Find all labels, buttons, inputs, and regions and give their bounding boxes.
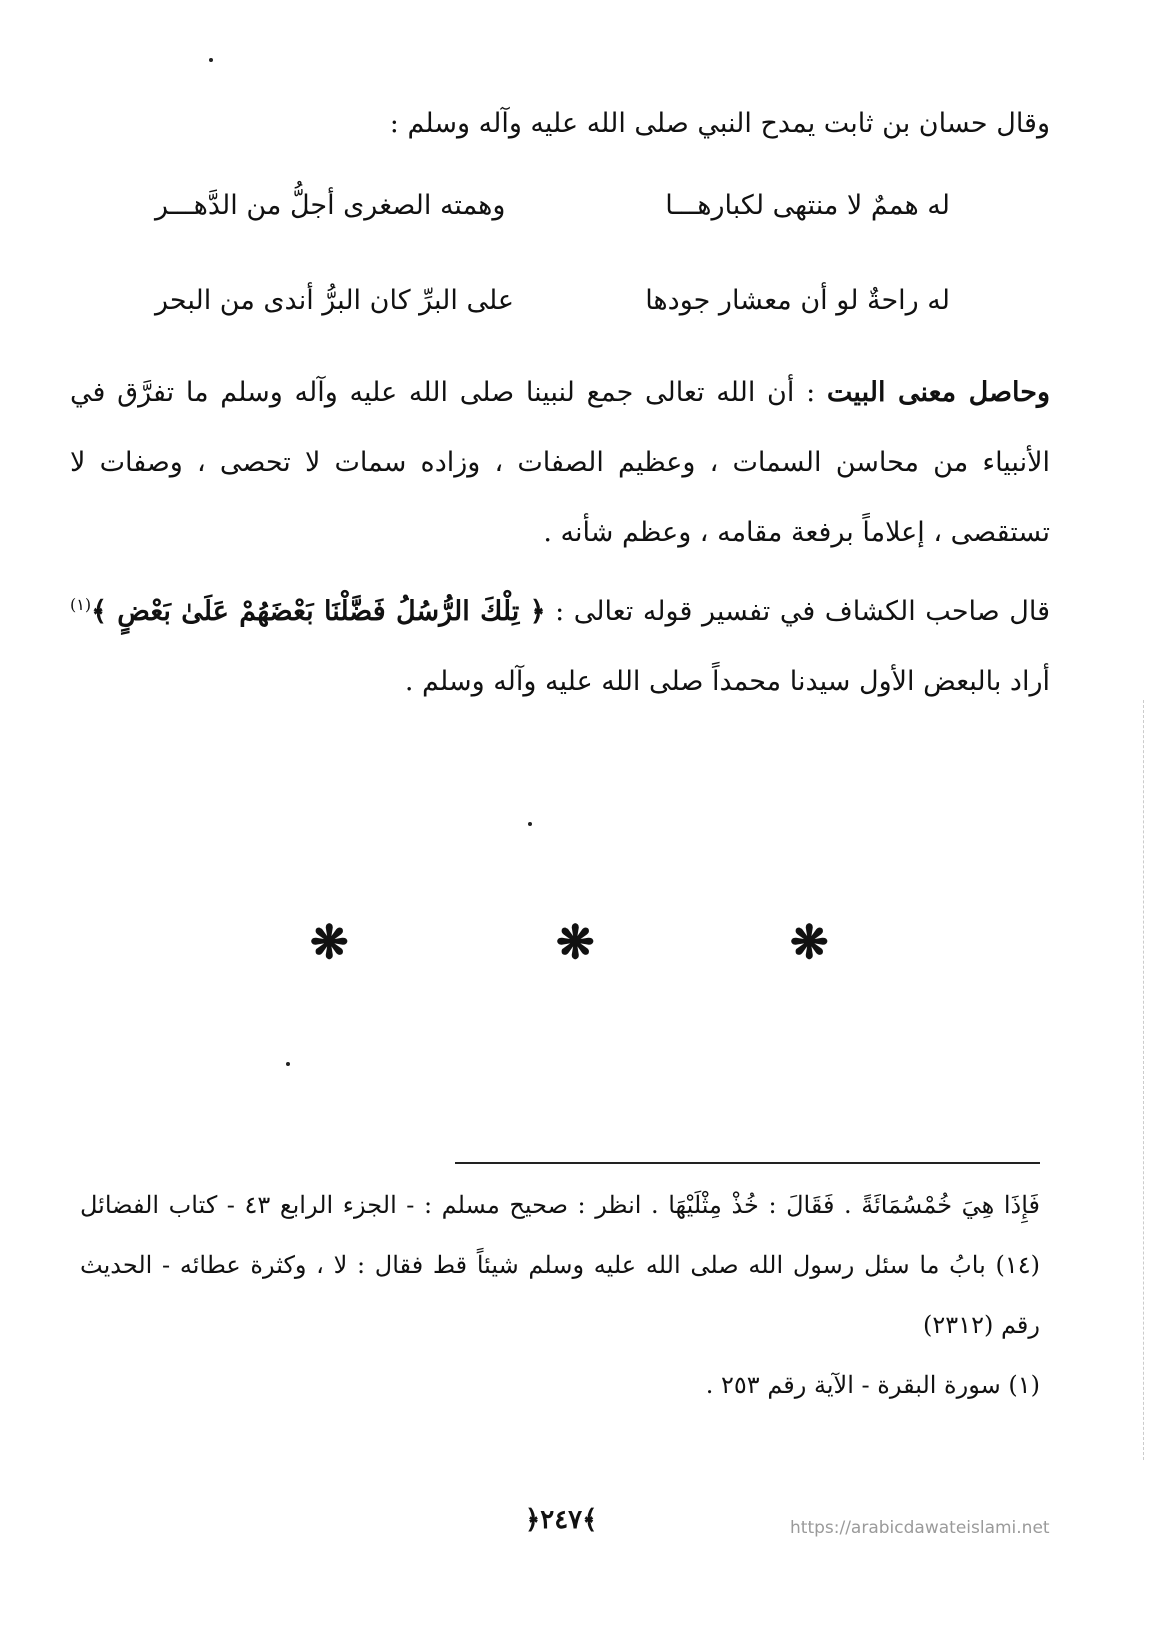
verse-1-first-hemistich: له هممٌ لا منتهى لكبارهـــا [665, 190, 950, 221]
verse-2-second-hemistich: على البرِّ كان البرُّ أندى من البحر [155, 285, 515, 316]
page-number: ﴿٢٤٧﴾ [525, 1505, 598, 1535]
ink-speck [528, 822, 532, 826]
footnote-1: (١) سورة البقرة - الآية رقم ٢٥٣ . [705, 1371, 1040, 1399]
verse-2-first-hemistich: له راحةٌ لو أن معشار جودها [645, 285, 950, 316]
ink-speck [286, 1062, 290, 1066]
watermark-url: https://arabicdawateislami.net [790, 1518, 1050, 1538]
star-ornament-icon: ❋ [790, 915, 829, 969]
paragraph-text: : أن الله تعالى جمع لنبينا صلى الله عليه وآله وسلم ما تفرَّق في الأنبياء من محاسن السمات ، وعظيم الصفات ، وزاده سمات لا تحصى ، وصفات لا تستقصى ، إعلاماً برفعة مقامه ، وعظم شأنه . [70, 377, 1050, 548]
paragraph-lead: قال صاحب الكشاف في تفسير قوله تعالى : [555, 596, 1050, 627]
star-ornament-icon: ❋ [310, 915, 349, 969]
footnote-ref: (١) [70, 595, 92, 614]
intro-line: وقال حسان بن ثابت يمدح النبي صلى الله عليه وآله وسلم : [389, 108, 1050, 139]
section-divider [0, 915, 1150, 975]
quran-verse: ﴿ تِلْكَ الرُّسُلُ فَضَّلْنَا بَعْضَهُمْ عَلَىٰ بَعْضٍ ﴾ [91, 596, 546, 627]
paragraph-kashshaf [70, 570, 1050, 717]
ink-speck [209, 58, 213, 62]
footnote-separator [455, 1162, 1040, 1164]
paragraph-lead: وحاصل معنى البيت [826, 377, 1050, 408]
scan-edge [1143, 700, 1150, 1460]
star-ornament-icon: ❋ [556, 915, 595, 969]
footnote-continuation: فَإِذَا هِيَ خُمْسُمَائَةً . فَقَالَ : خُذْ مِثْلَيْهَا . انظر : صحيح مسلم : - الجزء الرابع ٤٣ - كتاب الفضائل (١٤) بابُ ما سئل رسول الله صلى الله عليه وسلم شيئاً قط فقال : لا ، وكثرة عطائه - الحديث رقم (٢٣١٢) [80, 1191, 1041, 1339]
paragraph-text: أراد بالبعض الأول سيدنا محمداً صلى الله عليه وآله وسلم . [404, 666, 1050, 697]
paragraph-meaning [70, 358, 1050, 568]
verse-1-second-hemistich: وهمته الصغرى أجلُّ من الدَّهـــر [155, 190, 506, 221]
